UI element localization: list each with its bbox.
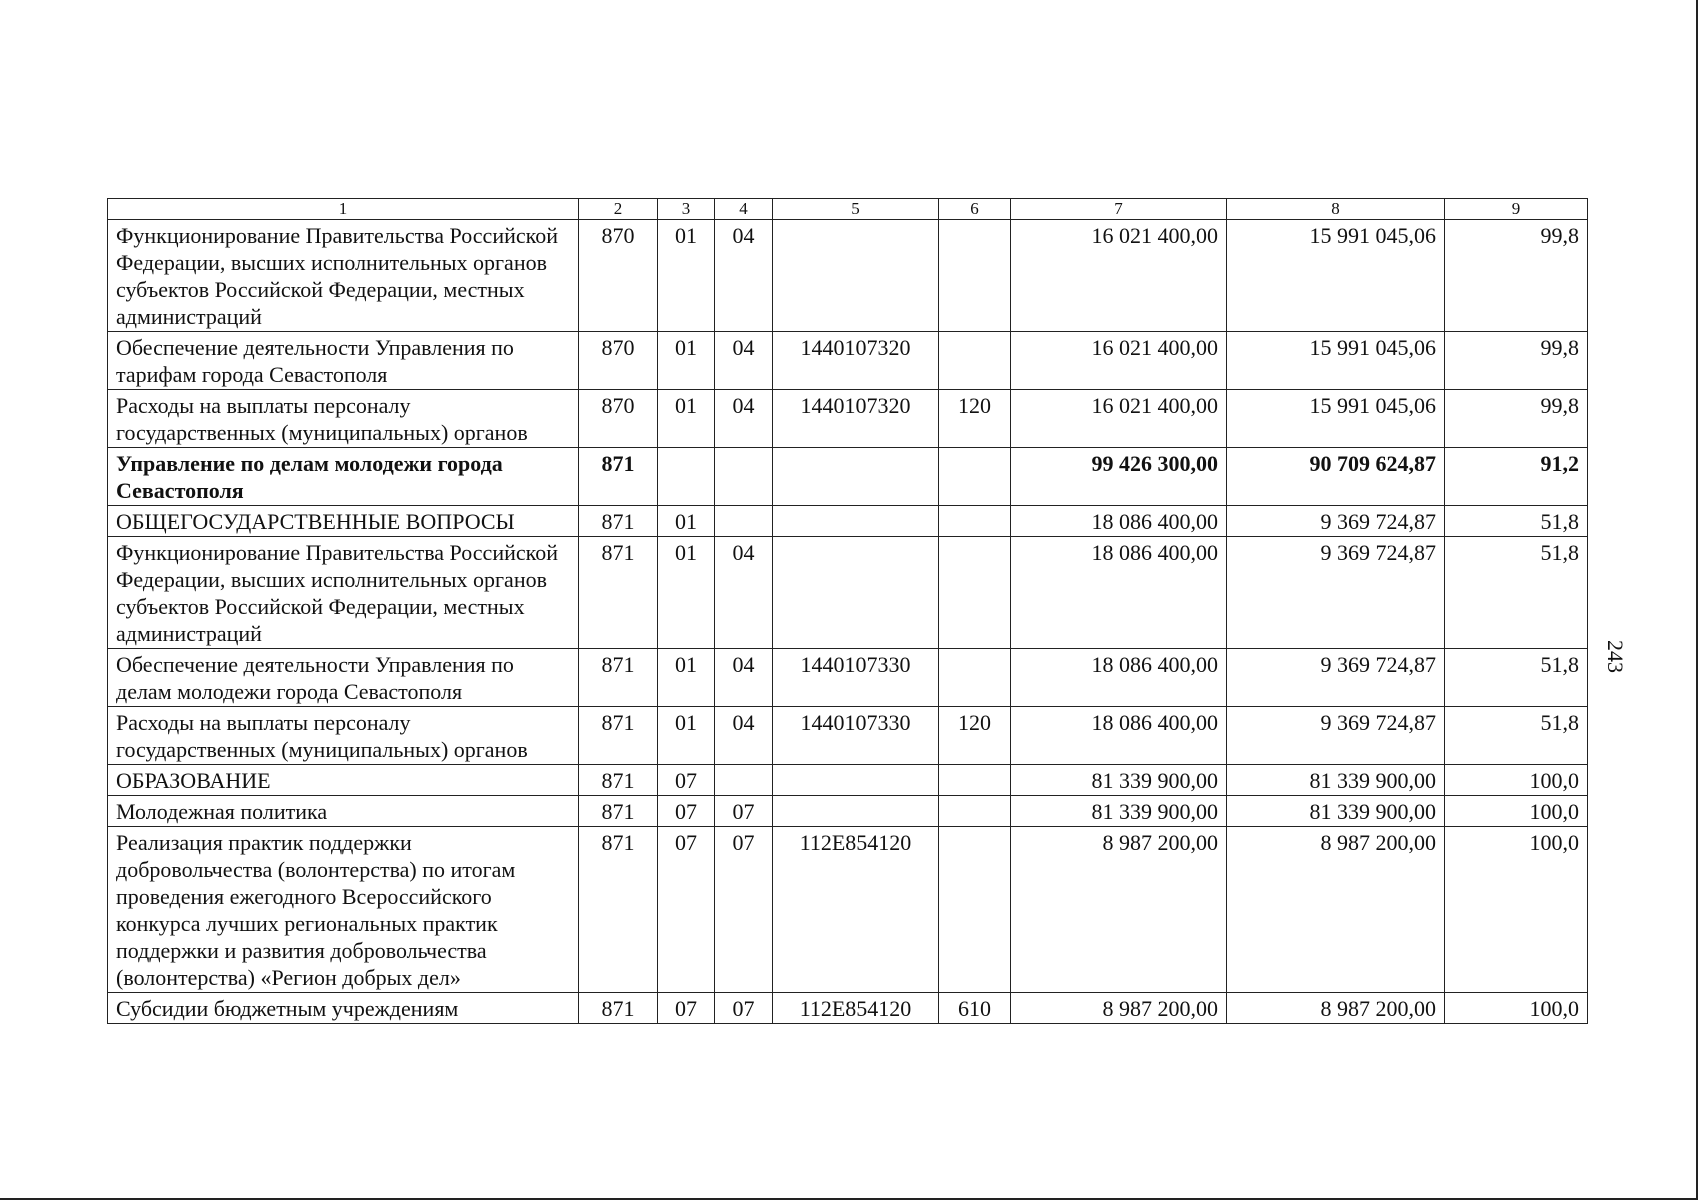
table-body xyxy=(108,220,1588,1024)
cell-percent: 51,8 xyxy=(1445,506,1588,537)
cell-actual-amount: 9 369 724,87 xyxy=(1227,506,1445,537)
column-header: 9 xyxy=(1445,199,1588,220)
cell-expense-type xyxy=(939,448,1011,506)
cell-ved-code: 871 xyxy=(579,827,658,993)
cell-ved-code: 871 xyxy=(579,506,658,537)
budget-table xyxy=(107,198,1588,1024)
cell-name: Молодежная политика xyxy=(108,796,579,827)
cell-planned-amount: 16 021 400,00 xyxy=(1011,220,1227,332)
cell-section-code: 01 xyxy=(658,537,715,649)
cell-planned-amount: 18 086 400,00 xyxy=(1011,537,1227,649)
cell-section-code: 07 xyxy=(658,765,715,796)
cell-percent: 100,0 xyxy=(1445,796,1588,827)
cell-planned-amount: 18 086 400,00 xyxy=(1011,707,1227,765)
cell-actual-amount: 8 987 200,00 xyxy=(1227,993,1445,1024)
cell-target-article: 1440107320 xyxy=(773,332,939,390)
cell-target-article xyxy=(773,765,939,796)
cell-percent: 99,8 xyxy=(1445,220,1588,332)
cell-target-article: 1440107330 xyxy=(773,707,939,765)
table-header-row xyxy=(108,199,1588,220)
cell-section-code: 01 xyxy=(658,649,715,707)
cell-percent: 51,8 xyxy=(1445,707,1588,765)
cell-section-code: 01 xyxy=(658,707,715,765)
cell-name: Расходы на выплаты персоналу государственных (муниципальных) органов xyxy=(108,707,579,765)
cell-planned-amount: 81 339 900,00 xyxy=(1011,765,1227,796)
column-header: 4 xyxy=(715,199,773,220)
cell-subsection-code: 04 xyxy=(715,390,773,448)
cell-planned-amount: 8 987 200,00 xyxy=(1011,993,1227,1024)
cell-target-article xyxy=(773,506,939,537)
column-header: 2 xyxy=(579,199,658,220)
cell-actual-amount: 81 339 900,00 xyxy=(1227,765,1445,796)
cell-section-code: 07 xyxy=(658,796,715,827)
cell-ved-code: 871 xyxy=(579,537,658,649)
cell-name: Функционирование Правительства Российской Федерации, высших исполнительных органов субъектов Российской Федерации, местных администраций xyxy=(108,220,579,332)
cell-section-code: 01 xyxy=(658,390,715,448)
table-row xyxy=(108,506,1588,537)
cell-actual-amount: 15 991 045,06 xyxy=(1227,220,1445,332)
cell-section-code: 07 xyxy=(658,827,715,993)
cell-section-code: 01 xyxy=(658,506,715,537)
cell-subsection-code: 07 xyxy=(715,796,773,827)
table-row xyxy=(108,827,1588,993)
cell-planned-amount: 16 021 400,00 xyxy=(1011,332,1227,390)
cell-subsection-code: 07 xyxy=(715,993,773,1024)
cell-subsection-code: 04 xyxy=(715,220,773,332)
table-row xyxy=(108,332,1588,390)
cell-ved-code: 871 xyxy=(579,796,658,827)
table-row xyxy=(108,448,1588,506)
column-header: 8 xyxy=(1227,199,1445,220)
cell-target-article: 1440107320 xyxy=(773,390,939,448)
cell-section-code: 07 xyxy=(658,993,715,1024)
table-row xyxy=(108,707,1588,765)
cell-ved-code: 871 xyxy=(579,707,658,765)
cell-subsection-code: 04 xyxy=(715,537,773,649)
cell-percent: 100,0 xyxy=(1445,993,1588,1024)
cell-ved-code: 871 xyxy=(579,448,658,506)
cell-expense-type xyxy=(939,796,1011,827)
cell-expense-type: 610 xyxy=(939,993,1011,1024)
cell-actual-amount: 15 991 045,06 xyxy=(1227,390,1445,448)
cell-actual-amount: 90 709 624,87 xyxy=(1227,448,1445,506)
cell-target-article: 112E854120 xyxy=(773,827,939,993)
cell-planned-amount: 8 987 200,00 xyxy=(1011,827,1227,993)
cell-percent: 91,2 xyxy=(1445,448,1588,506)
column-header: 1 xyxy=(108,199,579,220)
cell-subsection-code xyxy=(715,765,773,796)
cell-subsection-code xyxy=(715,506,773,537)
table-row xyxy=(108,220,1588,332)
cell-target-article xyxy=(773,448,939,506)
cell-planned-amount: 18 086 400,00 xyxy=(1011,649,1227,707)
table-row xyxy=(108,390,1588,448)
cell-planned-amount: 81 339 900,00 xyxy=(1011,796,1227,827)
table-row xyxy=(108,796,1588,827)
column-header: 3 xyxy=(658,199,715,220)
cell-name: Функционирование Правительства Российской Федерации, высших исполнительных органов субъектов Российской Федерации, местных администраций xyxy=(108,537,579,649)
table-row xyxy=(108,649,1588,707)
cell-ved-code: 871 xyxy=(579,765,658,796)
cell-ved-code: 870 xyxy=(579,332,658,390)
cell-target-article: 1440107330 xyxy=(773,649,939,707)
cell-expense-type xyxy=(939,827,1011,993)
cell-expense-type xyxy=(939,537,1011,649)
cell-subsection-code: 07 xyxy=(715,827,773,993)
cell-percent: 100,0 xyxy=(1445,827,1588,993)
cell-actual-amount: 9 369 724,87 xyxy=(1227,537,1445,649)
cell-percent: 51,8 xyxy=(1445,649,1588,707)
cell-expense-type xyxy=(939,649,1011,707)
cell-target-article: 112E854120 xyxy=(773,993,939,1024)
cell-ved-code: 870 xyxy=(579,390,658,448)
cell-actual-amount: 9 369 724,87 xyxy=(1227,649,1445,707)
cell-subsection-code xyxy=(715,448,773,506)
cell-ved-code: 871 xyxy=(579,993,658,1024)
cell-ved-code: 871 xyxy=(579,649,658,707)
cell-actual-amount: 8 987 200,00 xyxy=(1227,827,1445,993)
cell-target-article xyxy=(773,796,939,827)
cell-name: Обеспечение деятельности Управления по делам молодежи города Севастополя xyxy=(108,649,579,707)
cell-expense-type: 120 xyxy=(939,390,1011,448)
page-number: 243 xyxy=(1603,640,1628,673)
cell-section-code xyxy=(658,448,715,506)
column-header: 5 xyxy=(773,199,939,220)
cell-target-article xyxy=(773,537,939,649)
cell-planned-amount: 16 021 400,00 xyxy=(1011,390,1227,448)
cell-actual-amount: 15 991 045,06 xyxy=(1227,332,1445,390)
cell-section-code: 01 xyxy=(658,332,715,390)
cell-name: Реализация практик поддержки добровольчества (волонтерства) по итогам проведения ежегодного Всероссийского конкурса лучших региональных практик поддержки и развития добровольчества (волонтерства) «Регион добрых дел» xyxy=(108,827,579,993)
cell-expense-type xyxy=(939,506,1011,537)
table-row xyxy=(108,993,1588,1024)
table-row xyxy=(108,537,1588,649)
cell-name: Субсидии бюджетным учреждениям xyxy=(108,993,579,1024)
cell-percent: 51,8 xyxy=(1445,537,1588,649)
cell-name: Расходы на выплаты персоналу государственных (муниципальных) органов xyxy=(108,390,579,448)
cell-actual-amount: 81 339 900,00 xyxy=(1227,796,1445,827)
cell-percent: 99,8 xyxy=(1445,332,1588,390)
cell-target-article xyxy=(773,220,939,332)
cell-percent: 100,0 xyxy=(1445,765,1588,796)
cell-name: ОБЩЕГОСУДАРСТВЕННЫЕ ВОПРОСЫ xyxy=(108,506,579,537)
cell-planned-amount: 99 426 300,00 xyxy=(1011,448,1227,506)
cell-section-code: 01 xyxy=(658,220,715,332)
cell-name: Управление по делам молодежи города Севастополя xyxy=(108,448,579,506)
cell-expense-type: 120 xyxy=(939,707,1011,765)
cell-expense-type xyxy=(939,765,1011,796)
cell-actual-amount: 9 369 724,87 xyxy=(1227,707,1445,765)
cell-subsection-code: 04 xyxy=(715,649,773,707)
column-header: 6 xyxy=(939,199,1011,220)
cell-subsection-code: 04 xyxy=(715,707,773,765)
column-header: 7 xyxy=(1011,199,1227,220)
cell-name: Обеспечение деятельности Управления по тарифам города Севастополя xyxy=(108,332,579,390)
cell-subsection-code: 04 xyxy=(715,332,773,390)
cell-expense-type xyxy=(939,332,1011,390)
cell-ved-code: 870 xyxy=(579,220,658,332)
cell-percent: 99,8 xyxy=(1445,390,1588,448)
cell-planned-amount: 18 086 400,00 xyxy=(1011,506,1227,537)
table-row xyxy=(108,765,1588,796)
cell-expense-type xyxy=(939,220,1011,332)
cell-name: ОБРАЗОВАНИЕ xyxy=(108,765,579,796)
